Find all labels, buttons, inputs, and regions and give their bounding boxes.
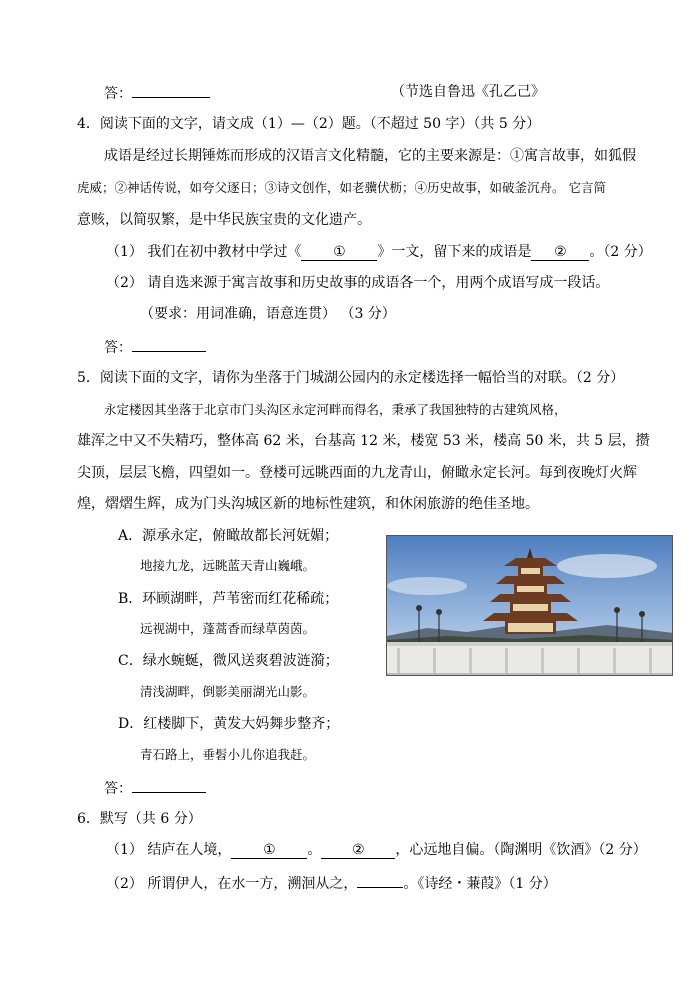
option-d-line1[interactable]: D．红楼脚下，黄发大妈舞步整齐； — [118, 716, 340, 732]
q5-paragraph-line: 雄浑之中又不失精巧，整体高 62 米，台基高 12 米，楼宽 53 米，楼高 50 米，共 5 层，攒 — [77, 433, 650, 449]
q5-paragraph-line: 永定楼因其坐落于北京市门头沟区永定河畔而得名，秉承了我国独特的古建筑风格， — [104, 402, 567, 417]
blank-2[interactable]: ② — [531, 245, 589, 261]
q4-requirement: （要求：用词准确，语意连贯） （3 分） — [140, 306, 396, 322]
q5-heading: 5．阅读下面的文字，请你为坐落于门城湖公园内的永定楼选择一幅恰当的对联。（2 分） — [77, 370, 625, 386]
answer-blank[interactable] — [132, 82, 210, 98]
q5-paragraph-line: 煌，熠熠生辉，成为门头沟城区新的地标性建筑，和休闲旅游的绝佳圣地。 — [77, 496, 539, 512]
option-d-line2: 青石路上，垂髫小儿你追我赶。 — [140, 747, 316, 762]
q5-paragraph-line: 尖顶，层层飞檐，四望如一。登楼可远眺西面的九龙青山，俯瞰永定长河。每到夜晚灯火辉 — [77, 465, 637, 481]
answer-blank[interactable] — [132, 336, 206, 352]
option-a-line2: 地接九龙，远眺蓝天青山巍峨。 — [140, 558, 316, 573]
q5-answer-row — [104, 777, 206, 799]
option-a-line1[interactable]: A．源承永定，俯瞰故都长河妩媚； — [118, 528, 339, 544]
q4-paragraph-line: 意赅，以简驭繁，是中华民族宝贵的文化遗产。 — [77, 212, 371, 228]
option-b-line2: 远视湖中，蓬蒿香而绿草茵茵。 — [140, 621, 316, 636]
option-b-line1[interactable]: B．环顾湖畔，芦苇密而红花稀疏； — [118, 591, 339, 607]
q4-paragraph-line: 成语是经过长期锤炼而形成的汉语言文化精髓，它的主要来源是：①寓言故事，如狐假 — [104, 148, 636, 164]
q4-subquestion-1: （1） 我们在初中教材中学过《 ① 》一文，留下来的成语是 ② 。（2 分） — [106, 244, 652, 260]
q4-answer-row — [104, 336, 206, 358]
q3-answer-row — [104, 82, 210, 104]
yongding-tower-photo — [386, 535, 673, 676]
answer-label: 答： — [104, 86, 132, 102]
blank-1[interactable] — [357, 872, 403, 888]
option-c-line2: 清浅湖畔，倒影美丽湖光山影。 — [140, 684, 316, 699]
answer-blank[interactable] — [132, 777, 206, 793]
q4-heading: 4．阅读下面的文字，请文成（1）—（2）题。（不超过 50 字）（共 5 分） — [77, 116, 541, 132]
q6-subquestion-2: （2） 所谓伊人，在水一方，溯洄从之， 。《诗经・蒹葭》（1 分） — [106, 872, 557, 894]
q6-subquestion-1: （1） 结庐在人境， ① 。 ② ，心远地自偏。（陶渊明《饮酒》（2 分） — [106, 842, 647, 858]
q4-paragraph-line: 虎威；②神话传说，如夸父逐日；③诗文创作，如老骥伏枥；④历史故事，如破釜沉舟。 它言简 — [77, 180, 606, 195]
q6-heading: 6．默写（共 6 分） — [77, 811, 202, 827]
blank-1[interactable]: ① — [231, 843, 307, 859]
answer-label: 答： — [104, 340, 132, 356]
answer-label: 答： — [104, 781, 132, 797]
option-c-line1[interactable]: C．绿水蜿蜒，微风送爽碧波涟漪； — [118, 653, 339, 669]
blank-1[interactable]: ① — [301, 245, 377, 261]
q4-subquestion-2: （2） 请自选来源于寓言故事和历史故事的成语各一个，用两个成语写成一段话。 — [106, 275, 610, 291]
blank-2[interactable]: ② — [321, 843, 395, 859]
source-note: （节选自鲁迅《孔乙己》 — [391, 84, 545, 100]
